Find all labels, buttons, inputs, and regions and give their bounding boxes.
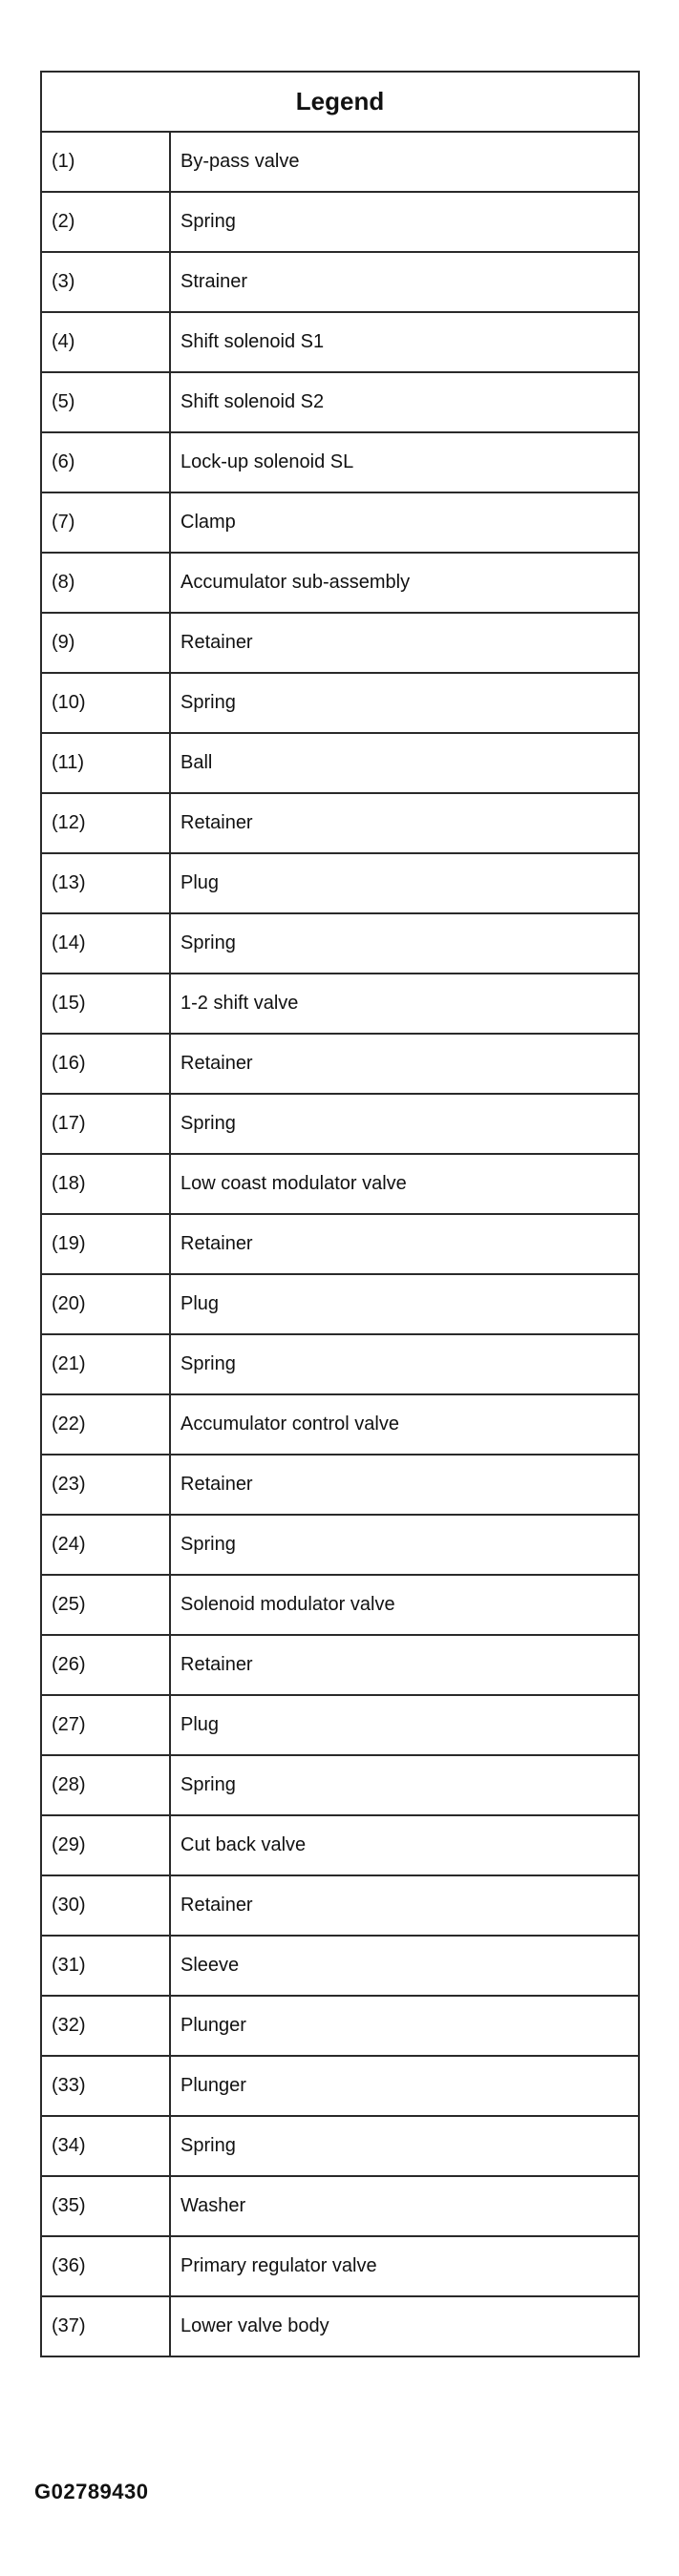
legend-item-number: (28) (41, 1755, 170, 1815)
legend-item-number: (19) (41, 1214, 170, 1274)
legend-row (41, 2116, 639, 2176)
legend-item-description: Retainer (170, 1214, 639, 1274)
legend-item-number: (8) (41, 553, 170, 613)
legend-row (41, 432, 639, 492)
legend-item-description: Retainer (170, 1875, 639, 1936)
legend-item-number: (34) (41, 2116, 170, 2176)
legend-item-description: Retainer (170, 1034, 639, 1094)
legend-item-description: Retainer (170, 1635, 639, 1695)
legend-item-description: Retainer (170, 793, 639, 853)
legend-row (41, 192, 639, 252)
legend-item-number: (6) (41, 432, 170, 492)
legend-row (41, 1455, 639, 1515)
legend-item-number: (4) (41, 312, 170, 372)
legend-title: Legend (41, 72, 639, 132)
legend-item-description: Lock-up solenoid SL (170, 432, 639, 492)
legend-item-description: Washer (170, 2176, 639, 2236)
legend-item-number: (37) (41, 2296, 170, 2356)
legend-item-description: Spring (170, 1755, 639, 1815)
legend-item-number: (31) (41, 1936, 170, 1996)
legend-row (41, 1815, 639, 1875)
legend-row (41, 974, 639, 1034)
legend-item-number: (24) (41, 1515, 170, 1575)
legend-row (41, 1094, 639, 1154)
legend-item-number: (27) (41, 1695, 170, 1755)
legend-row (41, 2296, 639, 2356)
legend-item-number: (29) (41, 1815, 170, 1875)
legend-row (41, 372, 639, 432)
legend-item-description: Sleeve (170, 1936, 639, 1996)
legend-item-number: (12) (41, 793, 170, 853)
legend-item-description: Spring (170, 2116, 639, 2176)
legend-item-description: Plunger (170, 2056, 639, 2116)
legend-row (41, 1394, 639, 1455)
legend-item-number: (14) (41, 913, 170, 974)
legend-item-number: (21) (41, 1334, 170, 1394)
legend-item-number: (13) (41, 853, 170, 913)
legend-item-number: (9) (41, 613, 170, 673)
legend-item-description: Shift solenoid S2 (170, 372, 639, 432)
legend-row (41, 613, 639, 673)
legend-row (41, 2056, 639, 2116)
legend-row (41, 913, 639, 974)
legend-body (41, 132, 639, 2356)
legend-item-description: By-pass valve (170, 132, 639, 192)
legend-item-number: (25) (41, 1575, 170, 1635)
legend-row (41, 853, 639, 913)
legend-item-description: Spring (170, 1094, 639, 1154)
legend-item-description: Retainer (170, 613, 639, 673)
legend-item-description: Strainer (170, 252, 639, 312)
legend-row (41, 132, 639, 192)
legend-item-number: (26) (41, 1635, 170, 1695)
legend-header-row (41, 72, 639, 132)
legend-table (40, 71, 640, 2357)
legend-row (41, 1755, 639, 1815)
legend-item-description: Low coast modulator valve (170, 1154, 639, 1214)
legend-item-number: (20) (41, 1274, 170, 1334)
legend-item-number: (2) (41, 192, 170, 252)
legend-item-number: (35) (41, 2176, 170, 2236)
legend-item-number: (22) (41, 1394, 170, 1455)
legend-item-description: Ball (170, 733, 639, 793)
figure-id: G02789430 (34, 2480, 149, 2503)
legend-item-number: (7) (41, 492, 170, 553)
legend-item-number: (1) (41, 132, 170, 192)
legend-row (41, 733, 639, 793)
legend-row (41, 252, 639, 312)
legend-item-number: (3) (41, 252, 170, 312)
legend-row (41, 1875, 639, 1936)
legend-row (41, 312, 639, 372)
legend-item-description: Clamp (170, 492, 639, 553)
legend-item-description: Shift solenoid S1 (170, 312, 639, 372)
legend-item-description: Retainer (170, 1455, 639, 1515)
legend-item-description: Cut back valve (170, 1815, 639, 1875)
legend-row (41, 1274, 639, 1334)
legend-item-description: 1-2 shift valve (170, 974, 639, 1034)
legend-row (41, 1575, 639, 1635)
legend-item-number: (23) (41, 1455, 170, 1515)
legend-item-description: Spring (170, 913, 639, 974)
legend-row (41, 793, 639, 853)
legend-item-number: (16) (41, 1034, 170, 1094)
legend-item-number: (30) (41, 1875, 170, 1936)
legend-item-description: Spring (170, 673, 639, 733)
legend-row (41, 2236, 639, 2296)
legend-item-description: Plunger (170, 1996, 639, 2056)
legend-item-description: Plug (170, 1695, 639, 1755)
legend-row (41, 492, 639, 553)
legend-item-number: (32) (41, 1996, 170, 2056)
legend-item-description: Accumulator control valve (170, 1394, 639, 1455)
legend-item-number: (10) (41, 673, 170, 733)
legend-row (41, 1214, 639, 1274)
legend-row (41, 2176, 639, 2236)
legend-row (41, 1635, 639, 1695)
legend-item-description: Accumulator sub-assembly (170, 553, 639, 613)
legend-item-number: (15) (41, 974, 170, 1034)
legend-item-number: (5) (41, 372, 170, 432)
legend-row (41, 1996, 639, 2056)
legend-item-number: (33) (41, 2056, 170, 2116)
legend-item-number: (36) (41, 2236, 170, 2296)
legend-item-description: Spring (170, 192, 639, 252)
legend-item-description: Solenoid modulator valve (170, 1575, 639, 1635)
legend-item-description: Lower valve body (170, 2296, 639, 2356)
legend-item-description: Plug (170, 853, 639, 913)
legend-row (41, 1695, 639, 1755)
legend-row (41, 673, 639, 733)
legend-item-number: (17) (41, 1094, 170, 1154)
legend-row (41, 1515, 639, 1575)
legend-row (41, 1034, 639, 1094)
legend-item-description: Primary regulator valve (170, 2236, 639, 2296)
legend-row (41, 1334, 639, 1394)
legend-item-description: Spring (170, 1515, 639, 1575)
legend-item-number: (11) (41, 733, 170, 793)
legend-item-number: (18) (41, 1154, 170, 1214)
legend-item-description: Plug (170, 1274, 639, 1334)
legend-row (41, 1936, 639, 1996)
legend-item-description: Spring (170, 1334, 639, 1394)
legend-row (41, 553, 639, 613)
legend-row (41, 1154, 639, 1214)
